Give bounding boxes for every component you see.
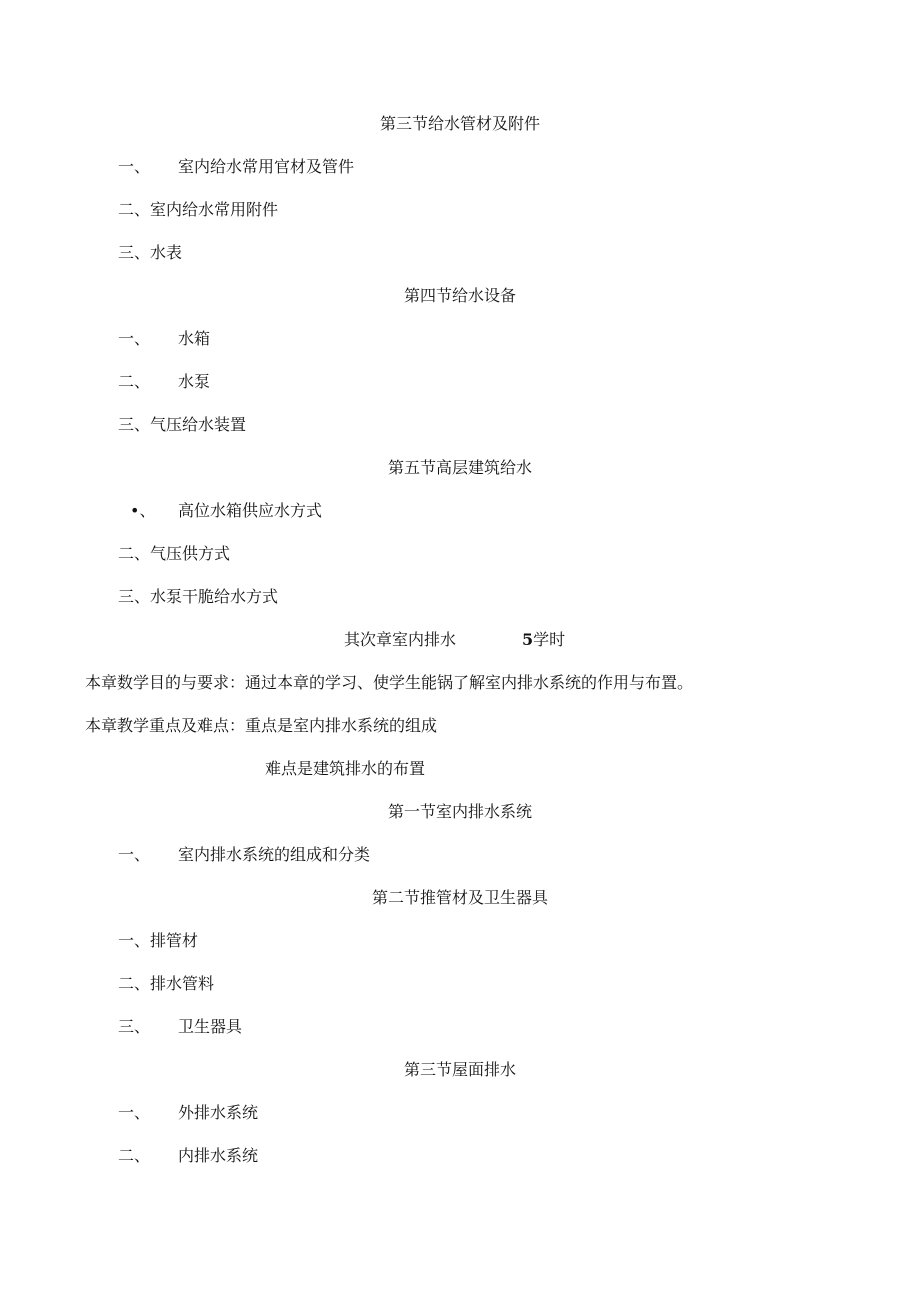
list-marker: 一、 [118,157,151,176]
list-item: 一、 室内排水系统的组成和分类 [118,843,370,867]
chapter-objectives: 本章数学目的与要求：通过本章的学习、使学生能锅了解室内排水系统的作用与布置。 [85,673,694,692]
list-item: •、 高位水箱供应水方式 [130,499,322,523]
section-heading: 第二节推管材及卫生器具 [371,888,548,907]
list-item: 三、 卫生器具 [118,1015,242,1039]
section-heading: 第四节给水设备 [403,286,516,305]
section-heading: 第三节屋面排水 [403,1060,516,1079]
list-marker: 一、 [118,1103,151,1122]
list-item: 三、水表 [118,243,183,262]
chapter-hours-unit: 学时 [533,630,566,649]
list-marker: 二、 [118,1146,151,1165]
list-item: 一、 外排水系统 [118,1101,258,1125]
list-item: 二、 内排水系统 [118,1144,258,1168]
list-item: 三、水泵干脆给水方式 [118,587,279,606]
chapter-difficult-points: 难点是建筑排水的布置 [265,759,426,778]
list-item: 一、 室内给水常用官材及管件 [118,155,354,179]
chapter-key-points: 本章教学重点及难点：重点是室内排水系统的组成 [85,716,438,735]
list-item: 一、 水箱 [118,327,210,351]
list-item: 二、 水泵 [118,370,210,394]
list-item: 三、气压给水装置 [118,415,247,434]
list-marker: 一、 [118,845,151,864]
list-item: 二、气压供方式 [118,544,231,563]
section-heading: 第五节高层建筑给水 [387,458,532,477]
chapter-title: 其次章室内排水 [344,630,457,649]
chapter-heading [344,628,565,652]
list-marker: •、 [130,501,156,520]
section-heading: 第三节给水管材及附件 [379,114,540,133]
list-item: 二、室内给水常用附件 [118,200,279,219]
list-item: 一、排管材 [118,931,199,950]
list-marker: 二、 [118,372,151,391]
list-marker: 三、 [118,1017,151,1036]
section-heading: 第一节室内排水系统 [387,802,532,821]
list-marker: 一、 [118,329,151,348]
list-item: 二、排水管料 [118,974,215,993]
chapter-hours-number: 5 [522,630,534,649]
